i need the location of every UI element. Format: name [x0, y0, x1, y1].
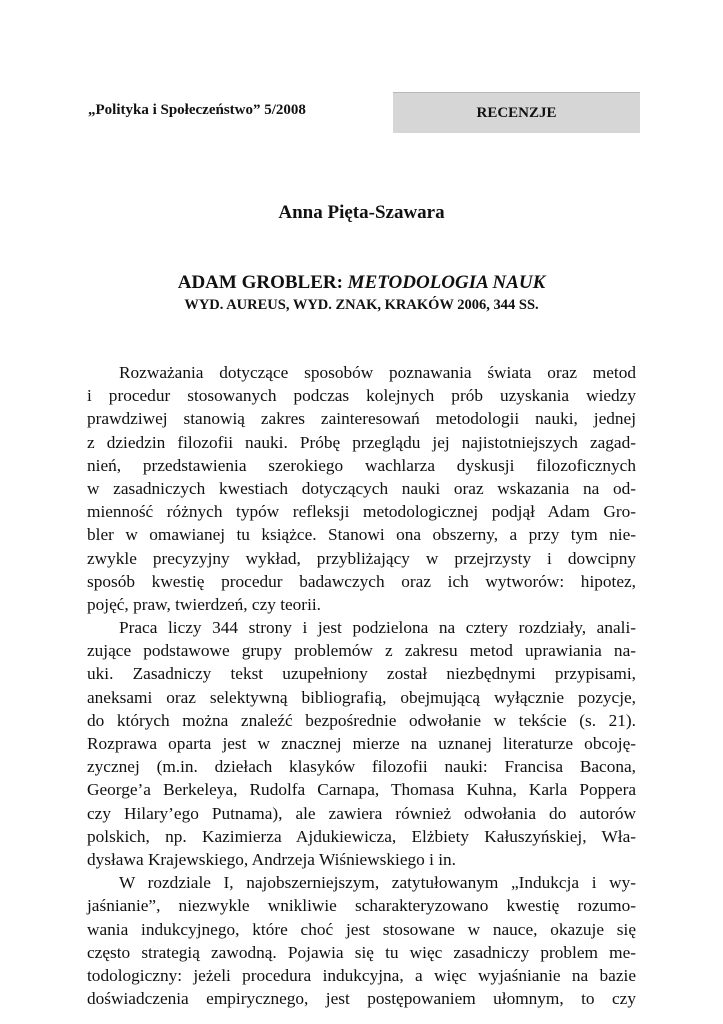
text-line: do których można znaleźć bezpośrednie odwołanie w tekście (s. 21).: [87, 710, 636, 730]
reviewed-book-title: METODOLOGIA NAUK: [347, 272, 546, 293]
text-line: prawdziwej stanowią zakres zainteresowań metodologii nauki, jednej: [87, 409, 636, 429]
review-title: [0, 272, 723, 294]
text-line: Rozważania dotyczące sposobów poznawania świata oraz metod: [119, 363, 636, 382]
review-author: Anna Pięta-Szawara: [278, 202, 445, 223]
reviewed-book-author: ADAM GROBLER:: [177, 272, 343, 293]
section-label: RECENZJE: [393, 92, 640, 133]
text-line: zujące podstawowe grupy problemów z zakresu metod uprawiania na-: [87, 641, 636, 661]
text-line: todologiczny: jeżeli procedura indukcyjna, a więc wyjaśnianie na bazie: [87, 965, 636, 985]
text-line: uki. Zasadniczy tekst uzupełniony został niezbędnymi przypisami,: [87, 664, 636, 684]
text-line: i procedur stosowanych podczas kolejnych prób uzyskania wiedzy: [87, 386, 636, 406]
text-line: wania indukcyjnego, które choć jest stosowane w nauce, okazuje się: [87, 919, 636, 939]
text-line: dysława Krajewskiego, Andrzeja Wiśniewskiego i in.: [87, 849, 457, 869]
text-line: sposób kwestię procedur badawczych oraz ich wytworów: hipotez,: [87, 571, 636, 591]
text-line: polskich, np. Kazimierza Ajdukiewicza, Elżbiety Kałuszyńskiej, Wła-: [87, 826, 636, 846]
text-line: George’a Berkeleya, Rudolfa Carnapa, Thomasa Kuhna, Karla Poppera: [87, 780, 636, 800]
publication-details: WYD. AUREUS, WYD. ZNAK, KRAKÓW 2006, 344 SS.: [184, 297, 539, 313]
text-line: bler w omawianej tu książce. Stanowi ona obszerny, a przy tym nie-: [87, 525, 636, 545]
text-line: Praca liczy 344 strony i jest podzielona na cztery rozdziały, anali-: [119, 618, 636, 638]
text-line: pojęć, praw, twierdzeń, czy teorii.: [87, 594, 321, 614]
text-line: jaśnianie”, niezwykle wnikliwie scharakteryzowano kwestię rozumo-: [87, 896, 636, 916]
journal-header: „Polityka i Społeczeństwo” 5/2008: [88, 102, 306, 118]
text-line: W rozdziale I, najobszerniejszym, zatytułowanym „Indukcja i wy-: [119, 873, 636, 893]
text-line: zycznej (m.in. dziełach klasyków filozofii nauki: Francisa Bacona,: [87, 757, 636, 777]
text-line: z dziedzin filozofii nauki. Próbę przeglądu jej najistotniejszych zagad-: [87, 432, 636, 452]
text-line: często strategią zawodną. Pojawia się tu więc zasadniczy problem me-: [87, 942, 636, 962]
text-line: czy Hilary’ego Putnama), ale zawiera również odwołania do autorów: [87, 803, 636, 823]
text-line: mienność różnych typów refleksji metodologicznej podjął Adam Gro-: [87, 502, 636, 522]
text-line: Rozprawa oparta jest w znacznej mierze na uznanej literaturze obcoję-: [87, 734, 636, 753]
text-line: aneksami oraz selektywną bibliografią, obejmującą wyłącznie pozycje,: [87, 687, 636, 707]
text-line: zwykle precyzyjny wykład, przybliżający w przejrzysty i dowcipny: [87, 548, 636, 568]
text-line: nień, przedstawienia szerokiego wachlarza dyskusji filozoficznych: [87, 455, 636, 475]
text-line: doświadczenia empirycznego, jest postępowaniem ułomnym, to czy: [87, 989, 636, 1009]
review-body: [87, 361, 636, 1010]
text-line: w zasadniczych kwestiach dotyczących nauki oraz wskazania na od-: [87, 478, 636, 498]
